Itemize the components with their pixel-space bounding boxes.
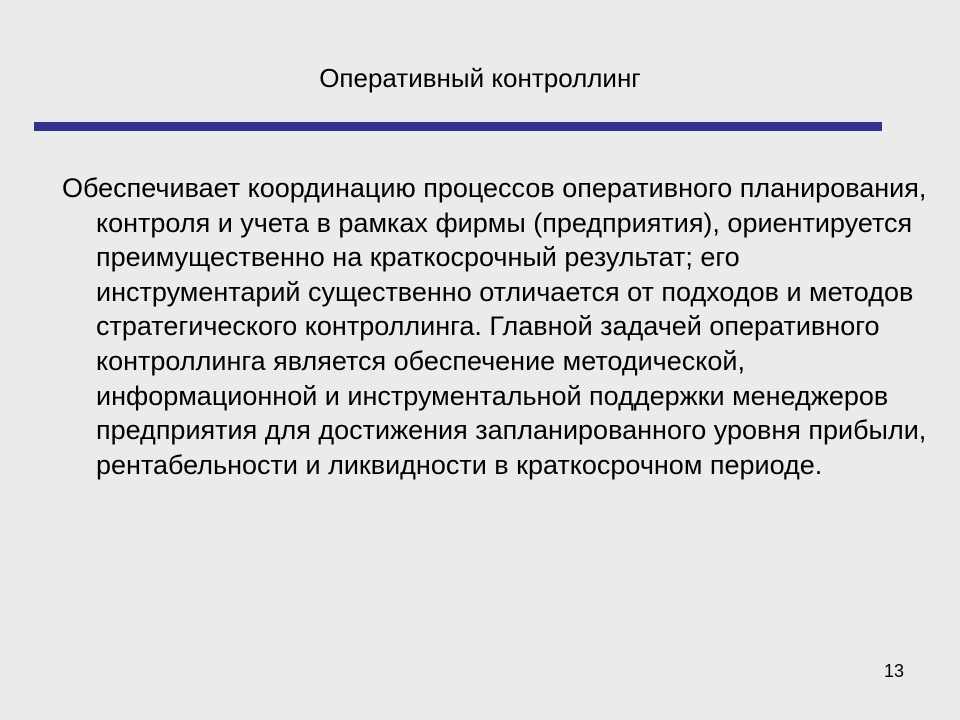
title-divider [34, 122, 882, 131]
page-number: 13 [883, 661, 904, 681]
slide-body-text: Обеспечивает координацию процессов оперативного планирования, контроля и учета в рамках фирмы (предприятия), ориентируется преимущественно на краткосрочный результат; его инструментарий существенно отличается от подходов и методов стратегического контроллинга. Главной задачей оперативного контроллинга является обеспечение методической, информационной и инструментальной поддержки менеджеров предприятия для достижения запланированного уровня прибыли, рентабельности и ликвидности в краткосрочном периоде. [62, 173, 927, 480]
slide-title: Оперативный контроллинг [319, 63, 641, 93]
